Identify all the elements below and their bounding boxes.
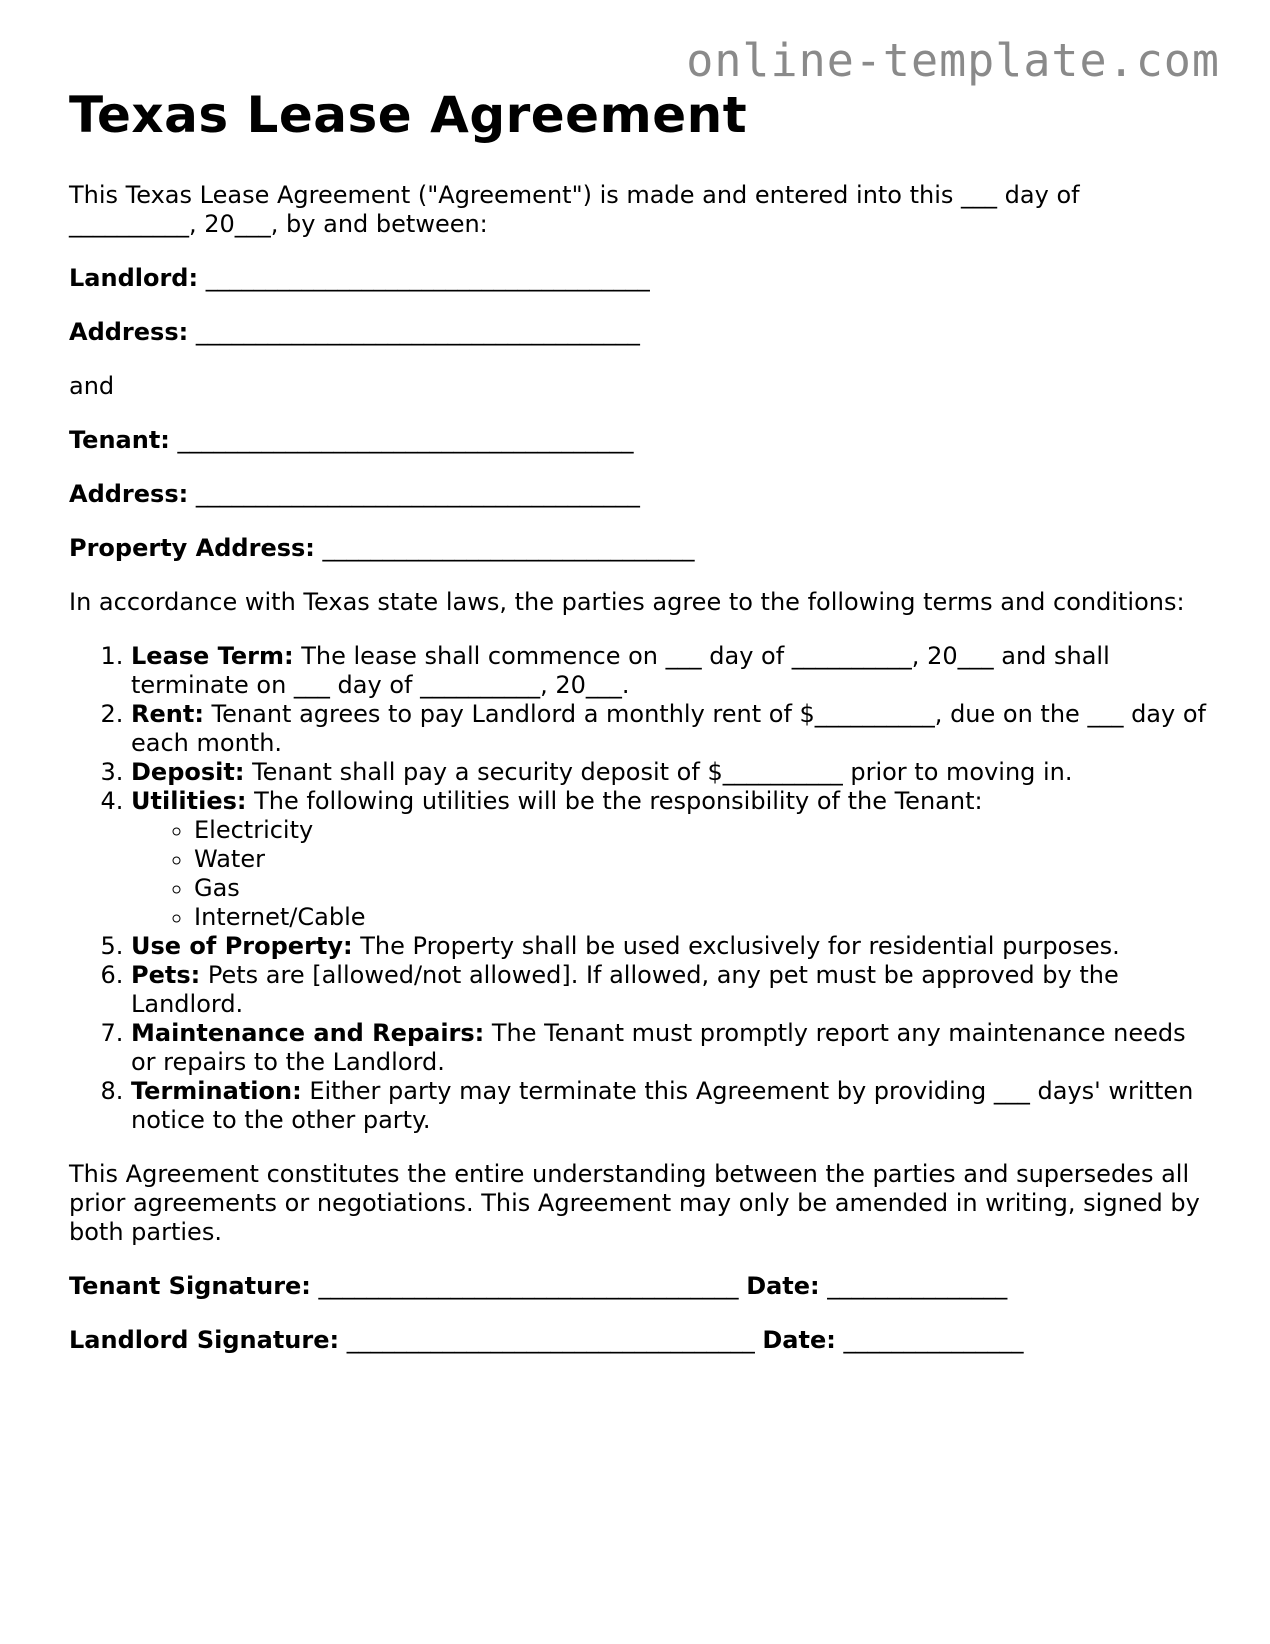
- accordance-paragraph: In accordance with Texas state laws, the parties agree to the following terms and conditions:: [69, 588, 1185, 616]
- utilities-list: [131, 816, 1209, 932]
- term-text: Tenant shall pay a security deposit of $__________ prior to moving in.: [244, 758, 1073, 786]
- landlord-address-field: [69, 318, 1209, 347]
- intro-paragraph: This Texas Lease Agreement ("Agreement") is made and entered into this ___ day of __________, 20___, by and between:: [69, 181, 1080, 238]
- term-rent: [131, 700, 1209, 758]
- term-label: Use of Property:: [131, 932, 353, 960]
- landlord-label: Landlord:: [69, 264, 199, 292]
- landlord-date-blank: _______________: [843, 1326, 1024, 1354]
- tenant-label: Tenant:: [69, 426, 170, 454]
- landlord-address-label: Address:: [69, 318, 189, 346]
- term-deposit: [131, 758, 1209, 787]
- term-termination: [131, 1077, 1209, 1135]
- term-pets: [131, 961, 1209, 1019]
- tenant-signature-line: [69, 1272, 1209, 1301]
- watermark: online-template.com: [686, 34, 1220, 87]
- and-text: and: [69, 372, 115, 400]
- tenant-date-label: Date:: [746, 1272, 820, 1300]
- term-lease-term: [131, 642, 1209, 700]
- term-label: Termination:: [131, 1077, 302, 1105]
- landlord-date-label: Date:: [762, 1326, 836, 1354]
- property-address-field: [69, 534, 1209, 563]
- landlord-signature-blank: __________________________________: [346, 1326, 755, 1354]
- landlord-blank: _____________________________________: [205, 264, 650, 292]
- tenant-field: [69, 426, 1209, 455]
- term-label: Lease Term:: [131, 642, 294, 670]
- closing-paragraph: This Agreement constitutes the entire understanding between the parties and supersedes all prior agreements or negotiations. This Agreement may only be amended in writing, signed by both parties.: [69, 1160, 1200, 1246]
- landlord-field: [69, 264, 1209, 293]
- term-text: The Tenant must promptly report any maintenance needs or repairs to the Landlord.: [131, 1019, 1186, 1076]
- tenant-signature-label: Tenant Signature:: [69, 1272, 311, 1300]
- utility-item: ◦ Internet/Cable: [194, 903, 1209, 932]
- term-label: Utilities:: [131, 787, 247, 815]
- landlord-signature-label: Landlord Signature:: [69, 1326, 340, 1354]
- tenant-signature-blank: ___________________________________: [318, 1272, 739, 1300]
- document-title: Texas Lease Agreement: [69, 86, 748, 144]
- term-use-of-property: [131, 932, 1209, 961]
- tenant-address-label: Address:: [69, 480, 189, 508]
- term-label: Maintenance and Repairs:: [131, 1019, 485, 1047]
- term-maintenance: [131, 1019, 1209, 1077]
- tenant-date-blank: _______________: [827, 1272, 1008, 1300]
- term-label: Rent:: [131, 700, 204, 728]
- terms-list: [69, 642, 1209, 1135]
- term-text: Tenant agrees to pay Landlord a monthly rent of $__________, due on the ___ day of each month.: [131, 700, 1206, 757]
- utility-item: ◦ Gas: [194, 874, 1209, 903]
- term-label: Deposit:: [131, 758, 245, 786]
- tenant-address-field: [69, 480, 1209, 509]
- term-utilities: [131, 787, 1209, 932]
- landlord-address-blank: _____________________________________: [195, 318, 640, 346]
- term-text: Pets are [allowed/not allowed]. If allowed, any pet must be approved by the Landlord.: [131, 961, 1119, 1018]
- term-text: The Property shall be used exclusively for residential purposes.: [352, 932, 1120, 960]
- property-address-label: Property Address:: [69, 534, 315, 562]
- document-body: [69, 181, 1209, 1380]
- utility-item: ◦ Electricity: [194, 816, 1209, 845]
- term-text: The following utilities will be the responsibility of the Tenant:: [246, 787, 983, 815]
- tenant-blank: ______________________________________: [177, 426, 634, 454]
- term-text: Either party may terminate this Agreement by providing ___ days' written notice to the other party.: [131, 1077, 1194, 1134]
- property-address-blank: _______________________________: [322, 534, 695, 562]
- landlord-signature-line: [69, 1326, 1209, 1355]
- tenant-address-blank: _____________________________________: [195, 480, 640, 508]
- term-label: Pets:: [131, 961, 201, 989]
- utility-item: ◦ Water: [194, 845, 1209, 874]
- term-text: The lease shall commence on ___ day of __________, 20___ and shall terminate on ___ day of __________, 20___.: [131, 642, 1110, 699]
